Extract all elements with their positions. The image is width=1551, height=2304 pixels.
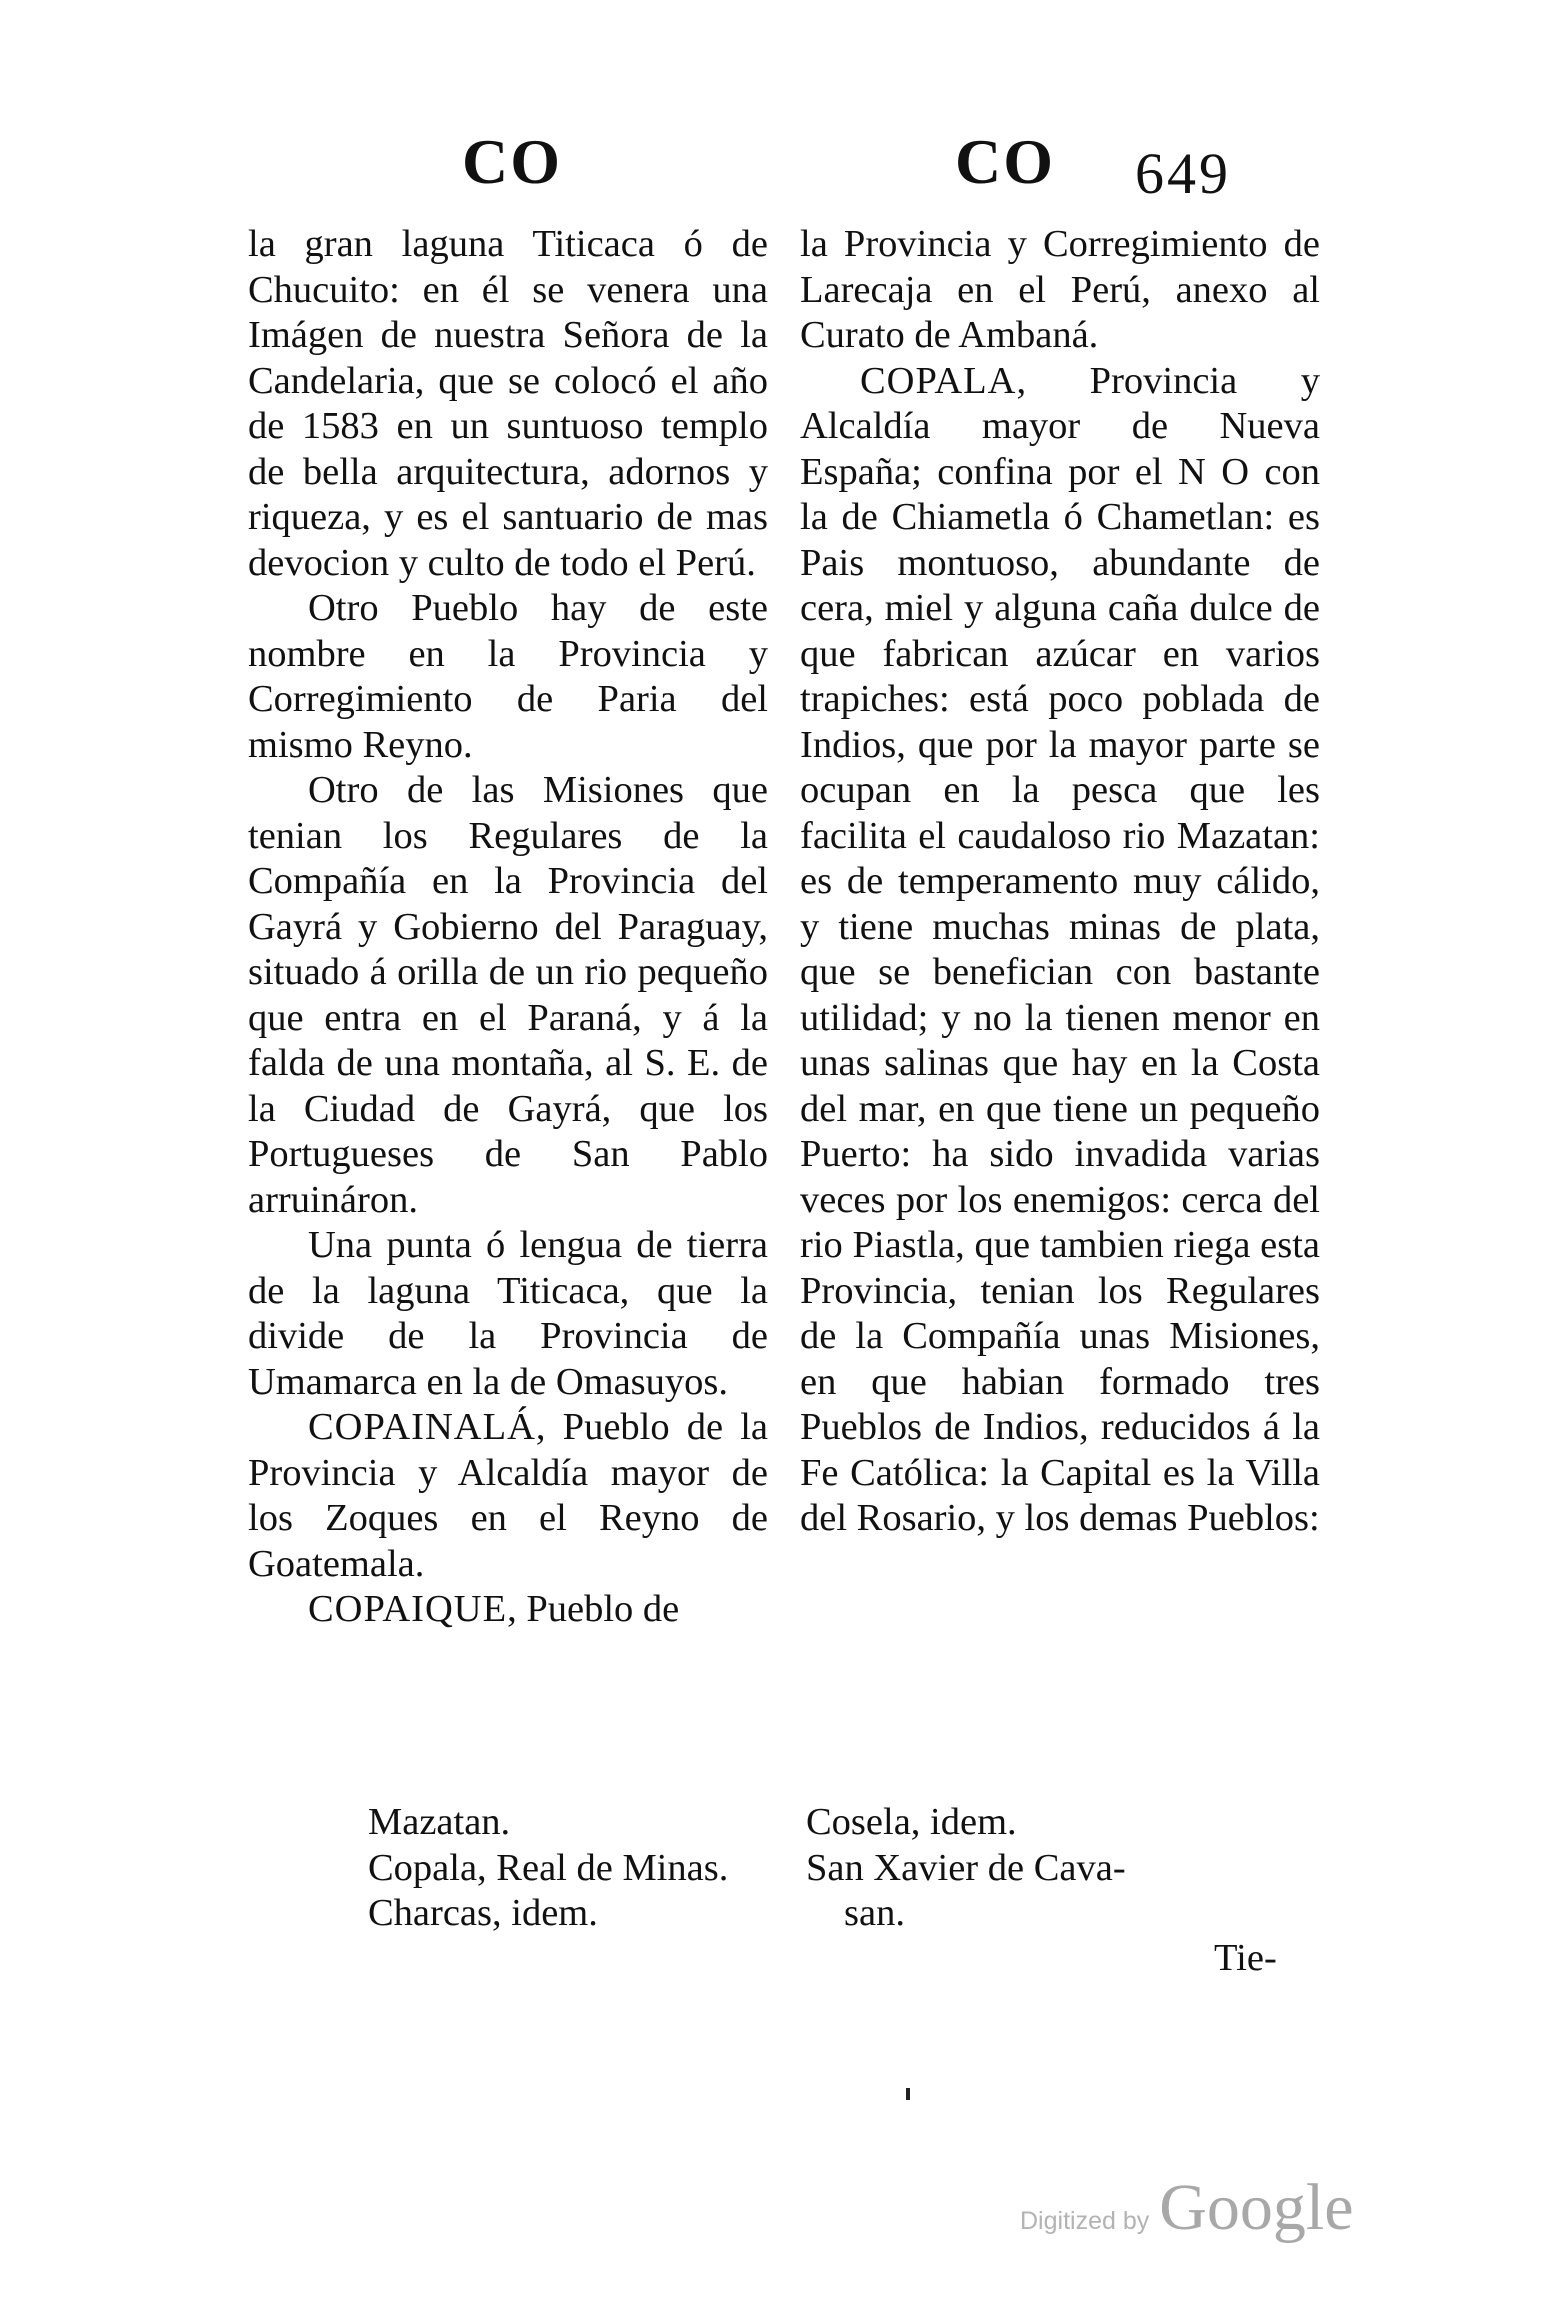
list-item: Copala, Real de Minas.: [368, 1846, 729, 1889]
entry-body-copaique: , Pueblo de: [507, 1588, 680, 1630]
list-item: San Xavier de Cava-: [806, 1846, 1126, 1889]
town-list-right: [806, 1800, 1126, 1937]
running-head-right: CO: [955, 126, 1055, 197]
list-item: Charcas, idem.: [368, 1892, 598, 1934]
paragraph-mision-gayra: Otro de las Misiones que tenian los Regulares de la Compañía en la Provincia del Gayrá y Gobierno del Paraguay, situado á orilla de un rio pequeño que entra en el Paraná, y á la falda de una montaña, al S. E. de la Ciudad de Gayrá, que los Portugueses de San Pablo arruináron.: [248, 769, 768, 1221]
google-logo-icon: Google: [1159, 2171, 1354, 2244]
paragraph-punta-de-tierra: Una punta ó lengua de tierra de la laguna Titicaca, que la divide de la Provincia de Umamarca en la de Omasuyos.: [248, 1224, 768, 1403]
catchword: Tie-: [1214, 1937, 1277, 1979]
list-item: Cosela, idem.: [806, 1801, 1017, 1843]
paragraph-otro-pueblo-paria: Otro Pueblo hay de este nombre en la Provincia y Corregimiento de Paria del mismo Reyno.: [248, 587, 768, 766]
paragraph-larecaja: la Provincia y Corregimiento de Larecaja en el Perú, anexo al Curato de Ambaná.: [800, 223, 1320, 356]
running-head-left: CO: [462, 126, 562, 197]
left-column: [248, 222, 768, 1633]
entry-copaique: [248, 1587, 768, 1633]
right-column: [800, 222, 1320, 1542]
page-number: 649: [1135, 141, 1231, 206]
entry-body-copainala: , Pueblo de la Provincia y Alcaldía mayor de los Zoques en el Reyno de Goatemala.: [248, 1406, 768, 1585]
digitized-by-watermark: [1020, 2170, 1354, 2246]
ink-speck: [906, 2088, 910, 2100]
paragraph-laguna-titicaca: la gran laguna Titicaca ó de Chucuito: en él se venera una Imágen de nuestra Señora de la Candelaria, que se colocó el año de 1583 en un suntuoso templo de bella arquitectura, adornos y riqueza, y es el santuario de mas devocion y culto de todo el Perú.: [248, 223, 768, 584]
digitized-by-label: Digitized by: [1020, 2207, 1150, 2235]
entry-copala: [800, 359, 1320, 1542]
list-item-continuation: san.: [844, 1892, 905, 1934]
entry-heading-copainala: COPAINALÁ: [308, 1406, 536, 1448]
list-item: Mazatan.: [368, 1801, 511, 1843]
entry-copainala: [248, 1405, 768, 1587]
entry-heading-copala: COPALA: [860, 359, 1017, 402]
entry-body-copala: , Provincia y Alcaldía mayor de Nueva España; confina por el N O con la de Chiametla ó Chametlan: es Pais montuoso, abundante de cera, miel y alguna caña dulce de que fabrican azúcar en varios trapiches: está poco poblada de Indios, que por la mayor parte se ocupan en la pesca que les facilita el caudaloso rio Mazatan: es de temperamento muy cálido, y tiene muchas minas de plata, que se benefician con bastante utilidad; y no la tienen menor en unas salinas que hay en la Costa del mar, en que tiene un pequeño Puerto: ha sido invadida varias veces por los enemigos: cerca del rio Piastla, que tambien riega esta Provincia, tenian los Regulares de la Compañía unas Misiones, en que habian formado tres Pueblos de Indios, reducidos á la Fe Católica: la Capital es la Villa del Rosario, y los demas Pueblos:: [800, 359, 1320, 1539]
entry-heading-copaique: COPAIQUE: [308, 1588, 508, 1630]
town-list-left: [368, 1800, 728, 1937]
